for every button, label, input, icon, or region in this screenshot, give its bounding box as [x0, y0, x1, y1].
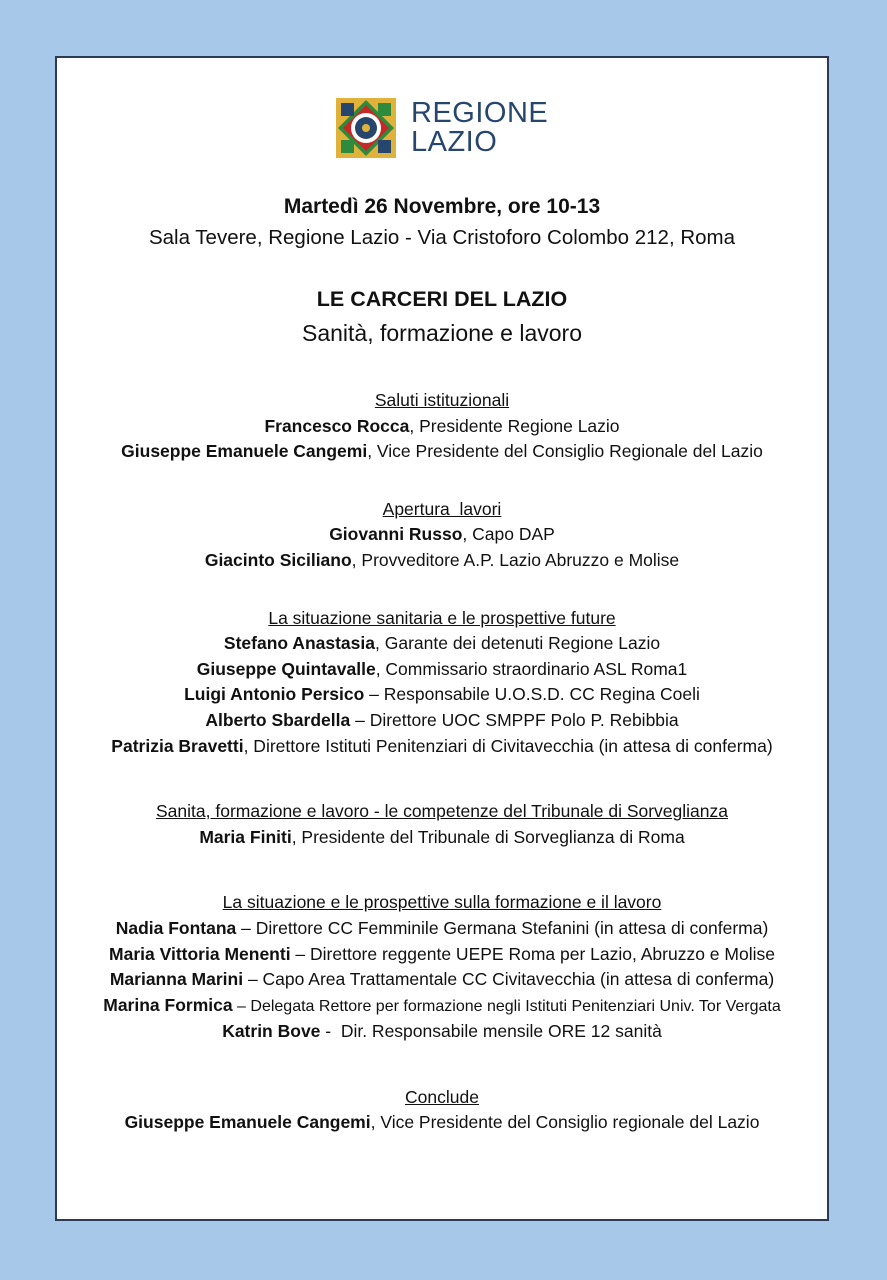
speaker-line — [57, 631, 827, 657]
flyer-page — [55, 56, 829, 1221]
section-formazione-lavoro — [57, 890, 827, 1045]
speaker-role: – Direttore CC Femminile Germana Stefanini (in attesa di conferma) — [236, 917, 769, 938]
speaker-name: Nadia Fontana — [115, 917, 237, 938]
speaker-role: , Vice Presidente del Consiglio regionale del Lazio — [370, 1112, 760, 1133]
speaker-line — [57, 993, 827, 1020]
speaker-line — [57, 734, 827, 760]
speaker-line — [57, 708, 827, 734]
speaker-line — [57, 657, 827, 683]
speaker-role: – Responsabile U.O.S.D. CC Regina Coeli — [364, 684, 700, 705]
speaker-line — [57, 414, 827, 440]
speaker-line — [57, 967, 827, 993]
section-title: La situazione sanitaria e le prospettive future — [268, 607, 616, 628]
event-title-block — [57, 283, 827, 351]
event-date: Martedì 26 Novembre, ore 10-13 — [283, 195, 601, 218]
speaker-role: – Capo Area Trattamentale CC Civitavecchia (in attesa di conferma) — [243, 969, 775, 990]
regione-lazio-logo — [335, 96, 548, 160]
speaker-line — [57, 548, 827, 574]
section-title: Sanita, formazione e lavoro - le competenze del Tribunale di Sorveglianza — [156, 801, 728, 822]
speaker-name: Marina Formica — [103, 994, 233, 1015]
speaker-line — [57, 942, 827, 968]
section-title: Conclude — [405, 1086, 479, 1107]
speaker-line — [57, 682, 827, 708]
program-sections — [57, 388, 827, 1136]
logo-line2: LAZIO — [411, 126, 498, 158]
speaker-role: , Presidente Regione Lazio — [409, 415, 620, 436]
speaker-name: Luigi Antonio Persico — [184, 684, 365, 705]
speaker-line — [57, 1110, 827, 1136]
speaker-name: Marianna Marini — [109, 969, 244, 990]
section-title: Saluti istituzionali — [374, 390, 510, 410]
event-venue: Sala Tevere, Regione Lazio - Via Cristoforo Colombo 212, Roma — [148, 226, 736, 249]
speaker-name: Alberto Sbardella — [205, 709, 351, 730]
logo-line1: REGIONE — [411, 97, 549, 129]
speaker-name: Katrin Bove — [222, 1021, 321, 1042]
speaker-name: Giuseppe Emanuele Cangemi — [124, 1112, 371, 1133]
speaker-role: , Capo DAP — [462, 524, 555, 545]
section-title: La situazione e le prospettive sulla formazione e il lavoro — [222, 892, 662, 913]
section-sanitaria — [57, 606, 827, 760]
speaker-line — [57, 916, 827, 942]
speaker-name: Giuseppe Emanuele Cangemi — [121, 441, 368, 462]
section-title: Apertura lavori — [382, 498, 502, 519]
speaker-line — [57, 439, 827, 465]
speaker-line — [57, 1019, 827, 1045]
speaker-role: – Direttore UOC SMPPF Polo P. Rebibbia — [350, 709, 679, 730]
section-saluti — [57, 388, 827, 465]
speaker-name: Giacinto Siciliano — [204, 549, 352, 570]
section-conclude — [57, 1085, 827, 1136]
speaker-role: , Presidente del Tribunale di Sorveglianza di Roma — [291, 826, 685, 847]
speaker-name: Giuseppe Quintavalle — [196, 658, 376, 679]
speaker-role: , Vice Presidente del Consiglio Regionale del Lazio — [367, 441, 763, 462]
speaker-role: - Dir. Responsabile mensile ORE 12 sanità — [320, 1021, 662, 1042]
speaker-name: Francesco Rocca — [264, 415, 410, 436]
speaker-name: Maria Finiti — [199, 826, 292, 847]
speaker-line — [57, 522, 827, 548]
regione-lazio-emblem-icon — [335, 97, 397, 159]
speaker-role: , Commissario straordinario ASL Roma1 — [375, 658, 688, 679]
speaker-name: Maria Vittoria Menenti — [109, 943, 291, 964]
speaker-name: Giovanni Russo — [329, 524, 463, 545]
speaker-role: – Delegata Rettore per formazione negli Istituti Penitenziari Univ. Tor Vergata — [232, 997, 781, 1015]
section-tribunale — [57, 799, 827, 850]
event-subtitle: Sanità, formazione e lavoro — [302, 320, 582, 346]
logo-wordmark — [411, 99, 548, 157]
speaker-role: – Direttore reggente UEPE Roma per Lazio, Abruzzo e Molise — [290, 943, 775, 964]
speaker-name: Stefano Anastasia — [223, 633, 375, 654]
event-header — [57, 192, 827, 254]
speaker-line — [57, 825, 827, 851]
event-title: LE CARCERI DEL LAZIO — [316, 287, 568, 311]
speaker-name: Patrizia Bravetti — [111, 735, 244, 756]
speaker-role: , Direttore Istituti Penitenziari di Civitavecchia (in attesa di conferma) — [243, 735, 773, 756]
section-apertura — [57, 497, 827, 574]
speaker-role: , Provveditore A.P. Lazio Abruzzo e Molise — [351, 549, 680, 570]
speaker-role: , Garante dei detenuti Regione Lazio — [375, 633, 661, 654]
